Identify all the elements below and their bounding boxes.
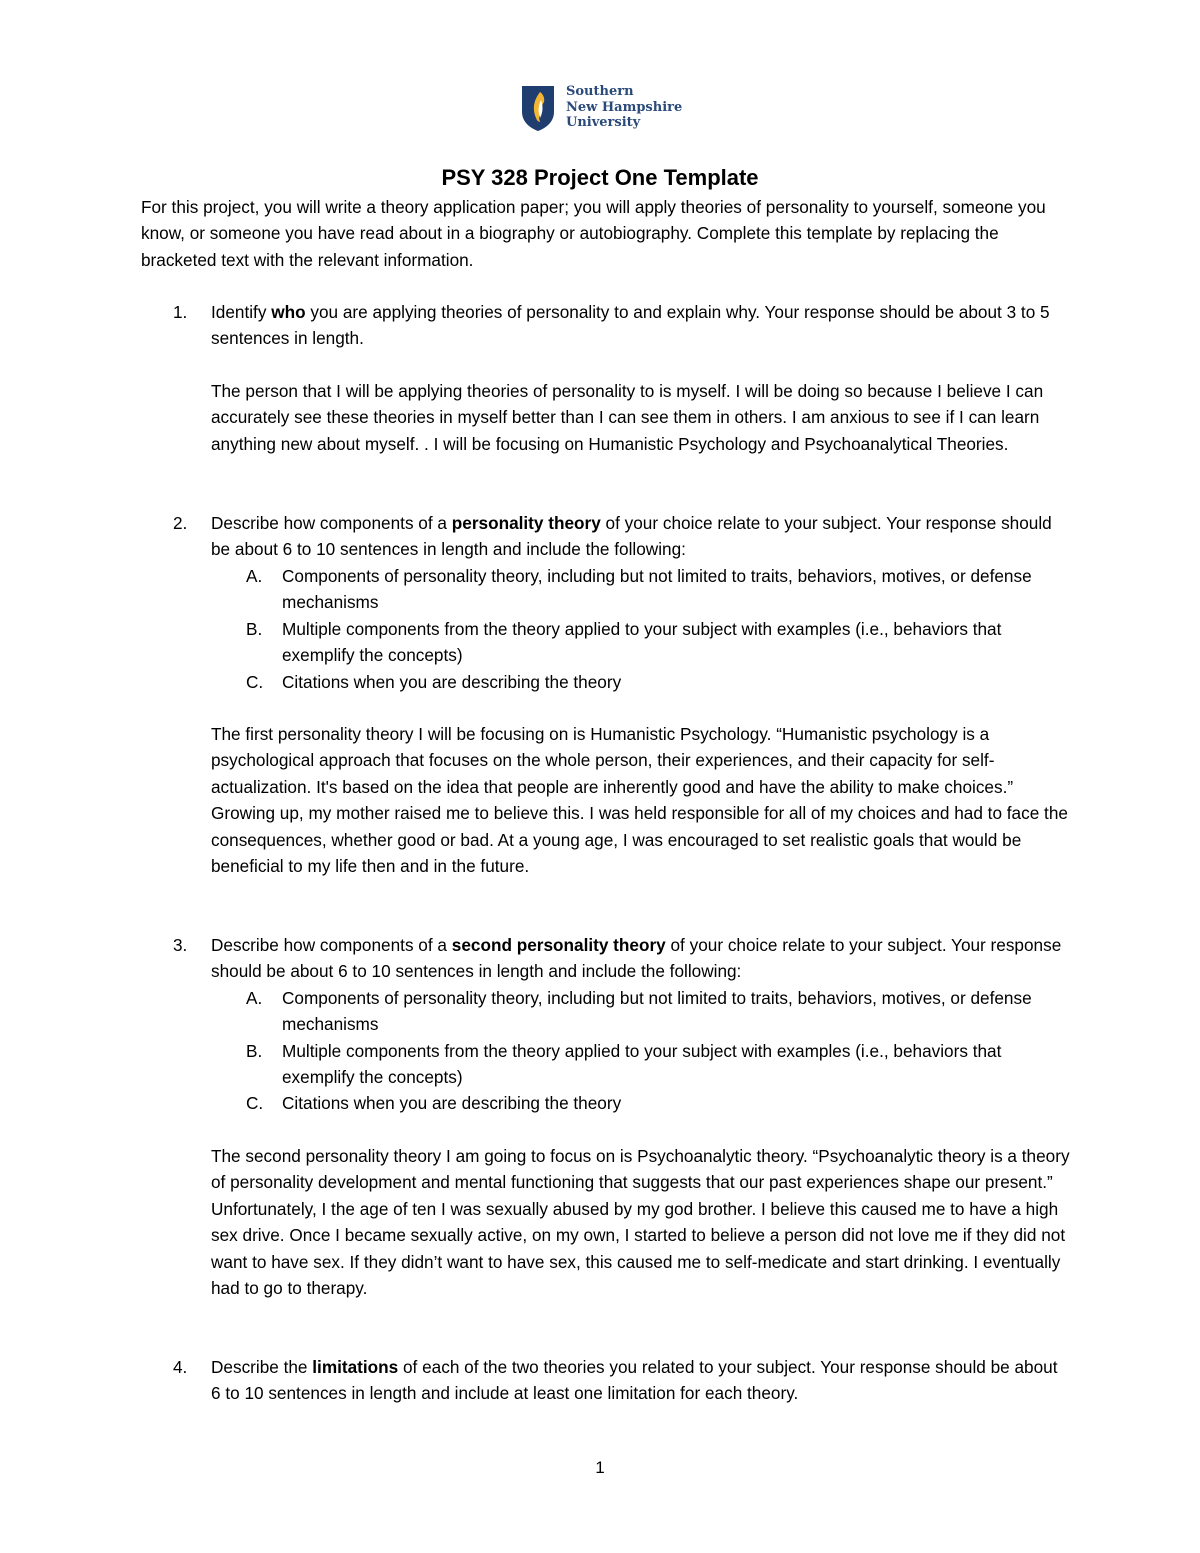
page-number: 1 <box>595 1458 605 1477</box>
answer-2: The first personality theory I will be focusing on is Humanistic Psychology. “Humanistic psychology is a psychological approach that focuses on the whole person, their experiences, and their capacity for self-actualization. It's based on the idea that people are inherently good and have the ability to make choices.” Growing up, my mother raised me to believe this. I was held responsible for all of my choices and had to face the consequences, whether good or bad. At a young age, I was encouraged to set realistic goals that would be beneficial to my life then and in the future. <box>211 724 1068 877</box>
question-4-keyword: limitations <box>312 1357 399 1377</box>
question-1-keyword: who <box>271 302 306 322</box>
question-3-keyword: second personality theory <box>451 935 666 955</box>
question-3-item-c-text: Citations when you are describing the theory <box>282 1093 622 1113</box>
shield-flame-icon <box>520 84 556 132</box>
question-3-number: 3. <box>173 935 188 955</box>
answer-1: The person that I will be applying theories of personality to is myself. I will be doing so because I believe I can accurately see these theories in myself better than I can see them in others. I am anxious to see if I can learn anything new about myself. . I will be focusing on Humanistic Psychology and Psychoanalytical Theories. <box>211 381 1044 454</box>
question-2-item-c <box>246 669 1072 695</box>
question-3-item-c <box>246 1090 1072 1116</box>
question-3-item-b-letter: B. <box>246 1041 263 1061</box>
question-4-post: of each of the two theories you related to your subject. Your response should be about 6 to 10 sentences in length and include at least one limitation for each theory. <box>211 1357 1058 1404</box>
logo-line-3: University <box>566 115 641 130</box>
question-1 <box>173 299 1071 352</box>
question-3-item-c-letter: C. <box>246 1093 264 1113</box>
answer-3: The second personality theory I am going to focus on is Psychoanalytic theory. “Psychoanalytic theory is a theory of personality development and mental functioning that suggests that our past experiences shape our present.” Unfortunately, I the age of ten I was sexually abused by my god brother. I believe this caused me to have a high sex drive. Once I became sexually active, on my own, I started to believe a person did not love me if they did not want to have sex. If they didn’t want to have sex, this caused me to self-medicate and start drinking. I eventually had to go to therapy. <box>211 1146 1070 1299</box>
question-3-pre: Describe how components of a <box>211 935 452 955</box>
question-2-post: of your choice relate to your subject. Your response should be about 6 to 10 sentences in length and include the following: <box>211 513 1052 560</box>
question-4 <box>173 1354 1071 1407</box>
question-3 <box>173 932 1071 985</box>
logo-line-2: New Hampshire <box>566 99 683 115</box>
question-3-item-b <box>246 1038 1072 1091</box>
snhu-logo <box>520 84 682 134</box>
document-title: PSY 328 Project One Template <box>441 165 759 190</box>
question-2-item-c-text: Citations when you are describing the theory <box>282 672 622 692</box>
question-2-number: 2. <box>173 513 188 533</box>
question-3-item-a-letter: A. <box>246 988 263 1008</box>
question-3-item-a-text: Components of personality theory, including but not limited to traits, behaviors, motives, or defense mechanisms <box>282 988 1032 1035</box>
question-2-item-b-text: Multiple components from the theory applied to your subject with examples (i.e., behaviors that exemplify the concepts) <box>282 619 1002 666</box>
question-3-post: of your choice relate to your subject. Your response should be about 6 to 10 sentences in length and include the following: <box>211 935 1062 982</box>
intro-paragraph: For this project, you will write a theory application paper; you will apply theories of personality to yourself, someone you know, or someone you have read about in a biography or autobiography. Complete this template by replacing the bracketed text with the relevant information. <box>141 197 1046 270</box>
question-4-pre: Describe the <box>211 1357 313 1377</box>
question-2-item-a-text: Components of personality theory, including but not limited to traits, behaviors, motives, or defense mechanisms <box>282 566 1032 613</box>
question-2-item-c-letter: C. <box>246 672 264 692</box>
question-1-pre: Identify <box>211 302 272 322</box>
question-2-item-a <box>246 563 1072 616</box>
question-1-post: you are applying theories of personality to and explain why. Your response should be about 3 to 5 sentences in length. <box>211 302 1050 349</box>
logo-wordmark <box>566 84 682 131</box>
question-2 <box>173 510 1071 563</box>
question-1-number: 1. <box>173 302 188 322</box>
question-2-item-b <box>246 616 1072 669</box>
question-2-pre: Describe how components of a <box>211 513 452 533</box>
question-3-item-a <box>246 985 1072 1038</box>
logo-line-1: Southern <box>566 84 634 99</box>
question-3-item-b-text: Multiple components from the theory applied to your subject with examples (i.e., behaviors that exemplify the concepts) <box>282 1041 1002 1088</box>
question-2-item-a-letter: A. <box>246 566 263 586</box>
question-2-keyword: personality theory <box>451 513 601 533</box>
question-4-number: 4. <box>173 1357 188 1377</box>
question-2-item-b-letter: B. <box>246 619 263 639</box>
